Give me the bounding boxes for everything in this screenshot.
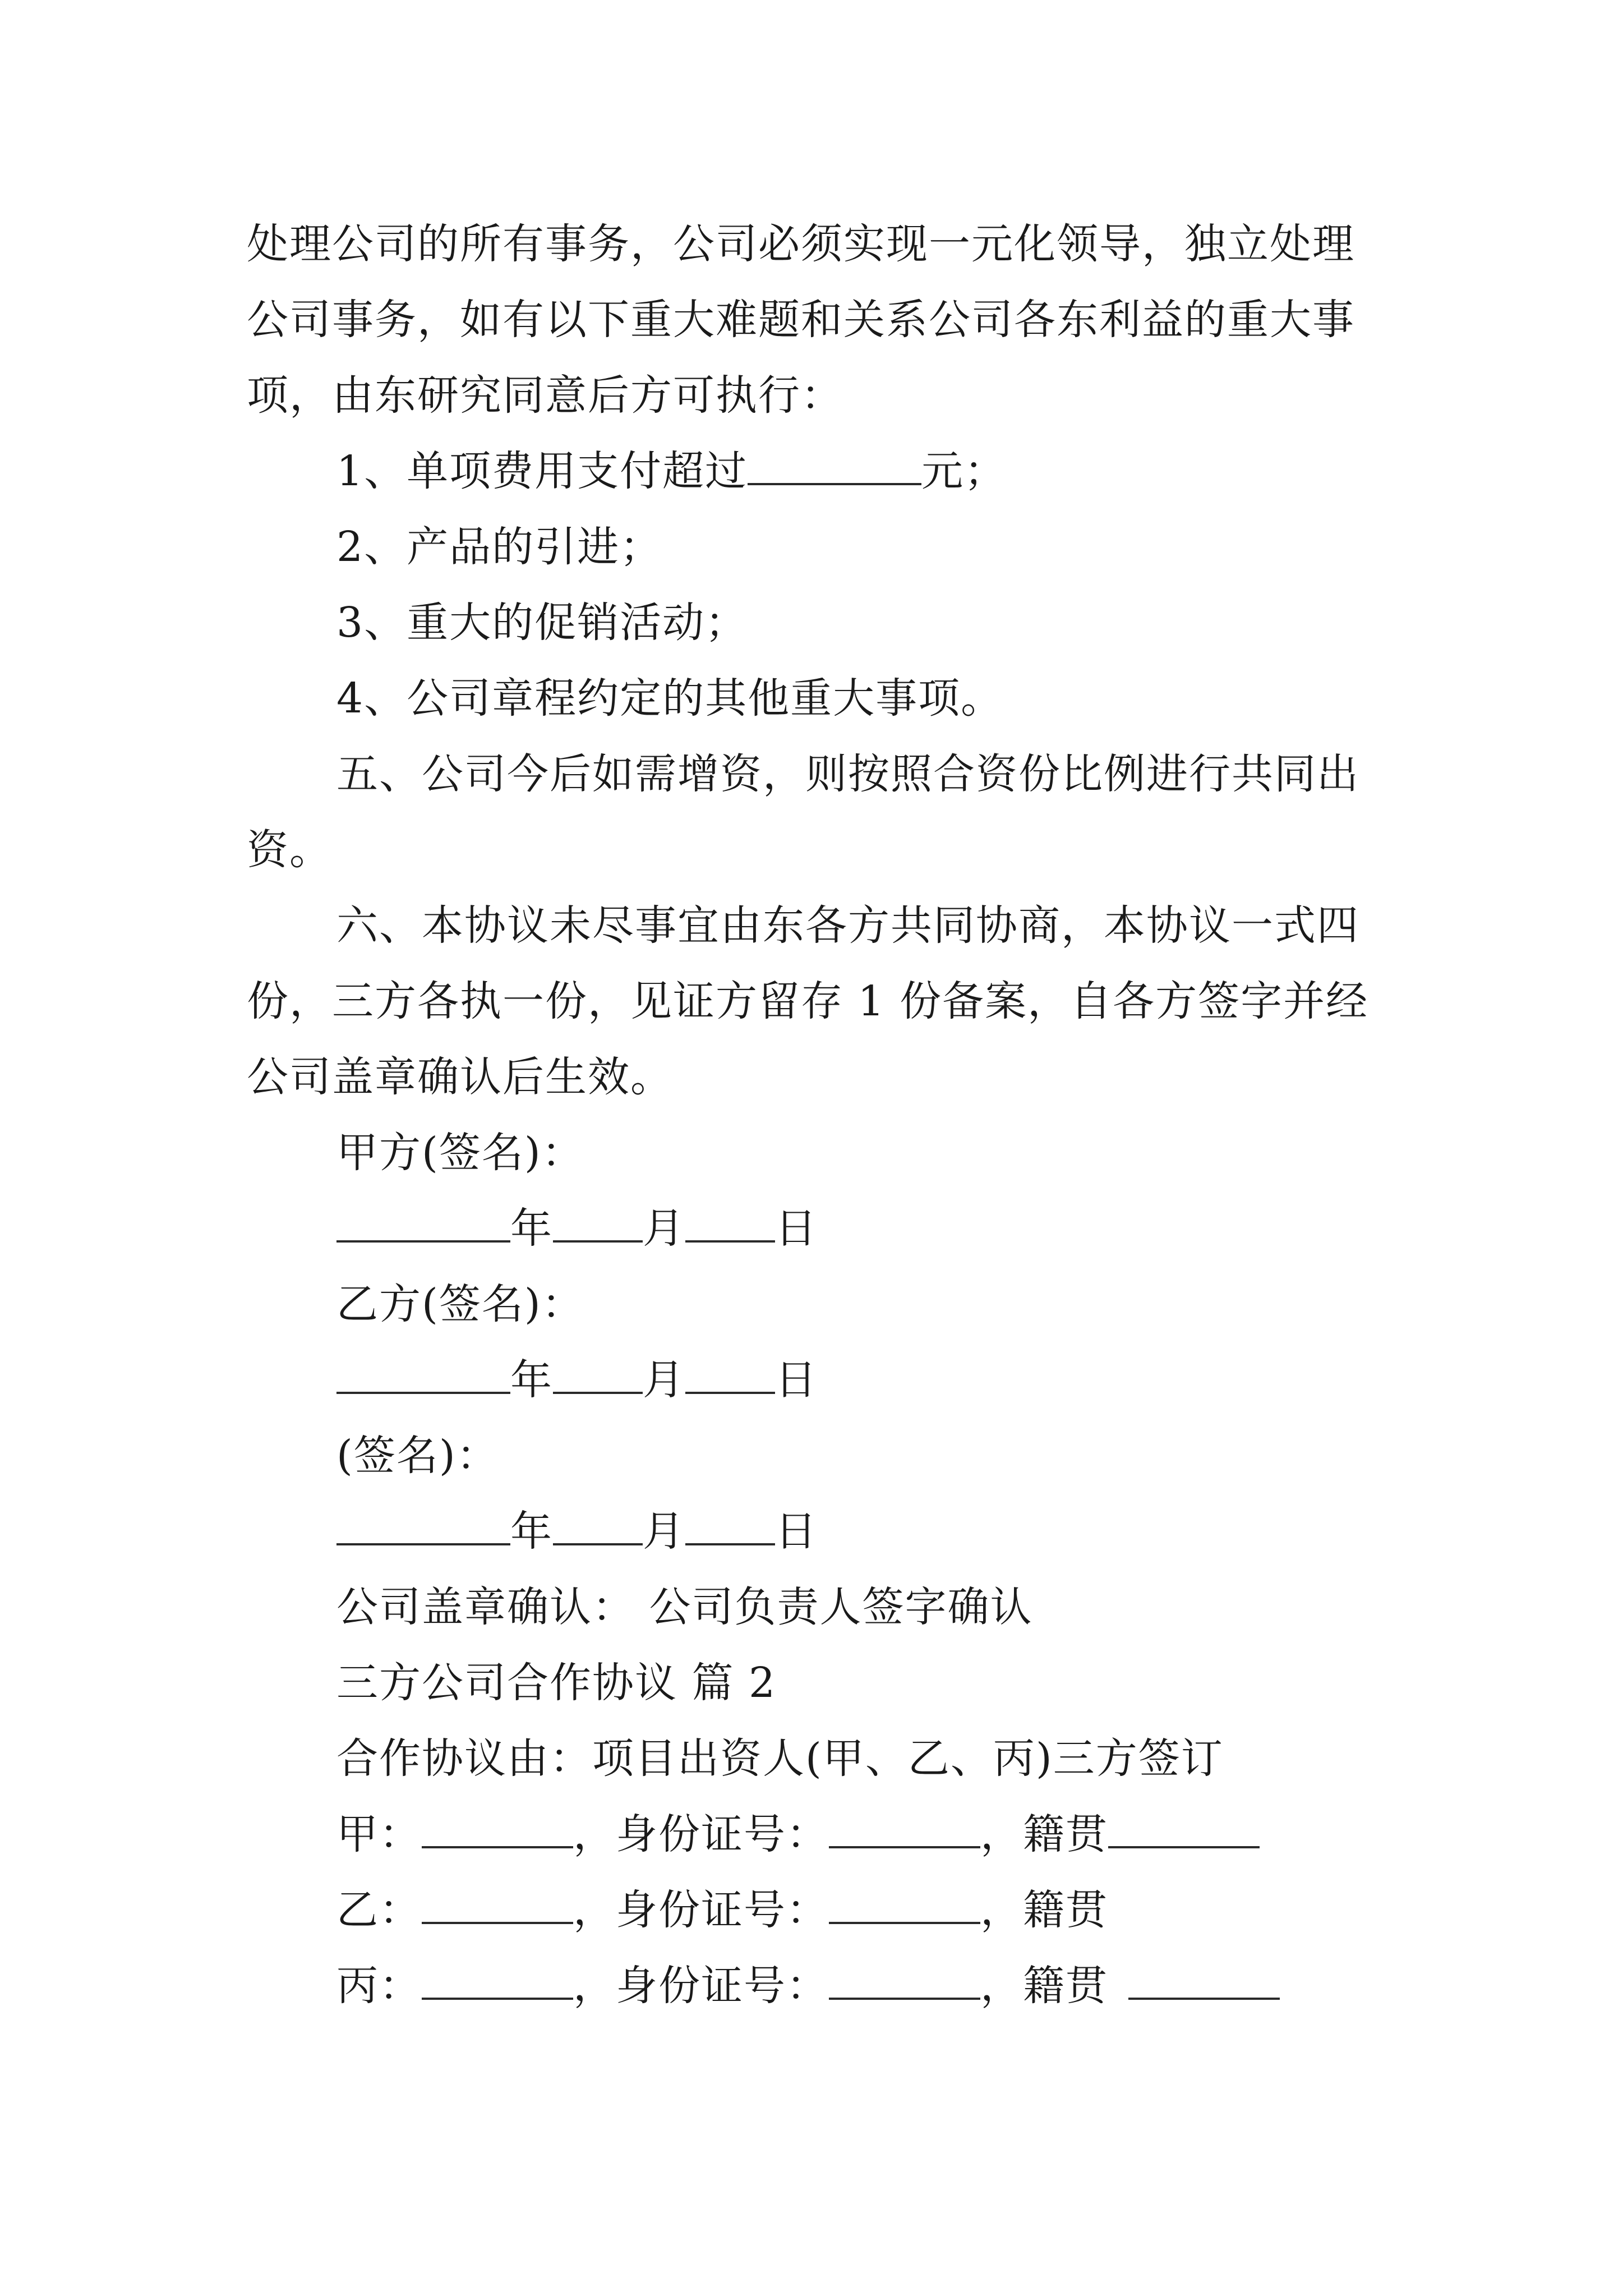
- date-line-a: [336, 1203, 1486, 1254]
- clause-six-end: 公司盖章确认后生效。: [247, 1053, 673, 1101]
- day-label: 日: [775, 1204, 818, 1253]
- native-place-blank[interactable]: [1108, 1811, 1260, 1848]
- party-row-b: [336, 1885, 1486, 1935]
- section-title: 三方公司合作协议 篇 2: [336, 1659, 777, 1707]
- list-item-4: 4、公司章程约定的其他重大事项。: [336, 674, 1004, 723]
- clause-five: 五、公司今后如需增资，则按照合资份比例进行共同出: [336, 750, 1359, 798]
- name-blank[interactable]: [422, 1963, 573, 2000]
- month-blank[interactable]: [553, 1357, 643, 1394]
- day-label: 日: [775, 1507, 818, 1556]
- year-label: 年: [510, 1204, 553, 1253]
- id-number-blank[interactable]: [829, 1811, 980, 1848]
- day-label: 日: [775, 1356, 818, 1404]
- year-blank[interactable]: [336, 1357, 510, 1394]
- id-number-label: ，身份证号：: [573, 1886, 829, 1934]
- party-label: 丙：: [336, 1962, 422, 2010]
- party-row-a: [336, 1809, 1486, 1860]
- year-blank[interactable]: [336, 1205, 510, 1243]
- date-line-b: [336, 1355, 1486, 1405]
- id-number-blank[interactable]: [829, 1963, 980, 2000]
- agreement-parties-intro: 合作协议由：项目出资人(甲、乙、丙)三方签订: [336, 1734, 1224, 1783]
- name-blank[interactable]: [422, 1811, 573, 1848]
- day-blank[interactable]: [685, 1508, 775, 1545]
- clause-six-continued: 份，三方各执一份，见证方留存 1 份备案，自各方签字并经: [247, 977, 1369, 1025]
- month-label: 月: [643, 1507, 685, 1556]
- party-label: 乙：: [336, 1886, 422, 1934]
- party-label: 甲：: [336, 1810, 422, 1858]
- paragraph-line: 项，由东研究同意后方可执行：: [247, 371, 843, 420]
- list-item-2: 2、产品的引进；: [336, 523, 663, 571]
- date-line-c: [336, 1506, 1486, 1557]
- list-item-1-text: 1、单项费用支付超过: [336, 447, 748, 495]
- id-number-blank[interactable]: [829, 1887, 980, 1924]
- day-blank[interactable]: [685, 1357, 775, 1394]
- year-blank[interactable]: [336, 1508, 510, 1545]
- id-number-label: ，身份证号：: [573, 1962, 829, 2010]
- party-b-signature-label: 乙方(签名)：: [336, 1280, 584, 1328]
- clause-six: 六、本协议未尽事宜由东各方共同协商，本协议一式四: [336, 901, 1359, 950]
- party-c-signature-label: (签名)：: [336, 1432, 499, 1480]
- month-blank[interactable]: [553, 1508, 643, 1545]
- list-item-1: [336, 446, 1486, 496]
- day-blank[interactable]: [685, 1205, 775, 1243]
- company-seal-confirmation: 公司盖章确认： 公司负责人签字确认: [336, 1583, 1033, 1631]
- paragraph-line: 公司事务，如有以下重大难题和关系公司各东利益的重大事: [247, 296, 1355, 344]
- id-number-label: ，身份证号：: [573, 1810, 829, 1858]
- amount-blank[interactable]: [748, 448, 921, 485]
- paragraph-line: 处理公司的所有事务，公司必须实现一元化领导，独立处理: [247, 220, 1355, 268]
- party-row-c: [336, 1961, 1486, 2011]
- native-place-blank[interactable]: [1128, 1963, 1280, 2000]
- list-item-1-unit: 元；: [921, 447, 1007, 495]
- month-label: 月: [643, 1204, 685, 1253]
- month-label: 月: [643, 1356, 685, 1404]
- year-label: 年: [510, 1356, 553, 1404]
- year-label: 年: [510, 1507, 553, 1556]
- list-item-3: 3、重大的促销活动；: [336, 599, 748, 647]
- native-place-label: ，籍贯: [980, 1886, 1108, 1934]
- native-place-label: ，籍贯: [980, 1810, 1108, 1858]
- party-a-signature-label: 甲方(签名)：: [336, 1129, 584, 1177]
- clause-five-continued: 资。: [247, 826, 332, 874]
- name-blank[interactable]: [422, 1887, 573, 1924]
- native-place-label: ，籍贯: [980, 1962, 1108, 2010]
- month-blank[interactable]: [553, 1205, 643, 1243]
